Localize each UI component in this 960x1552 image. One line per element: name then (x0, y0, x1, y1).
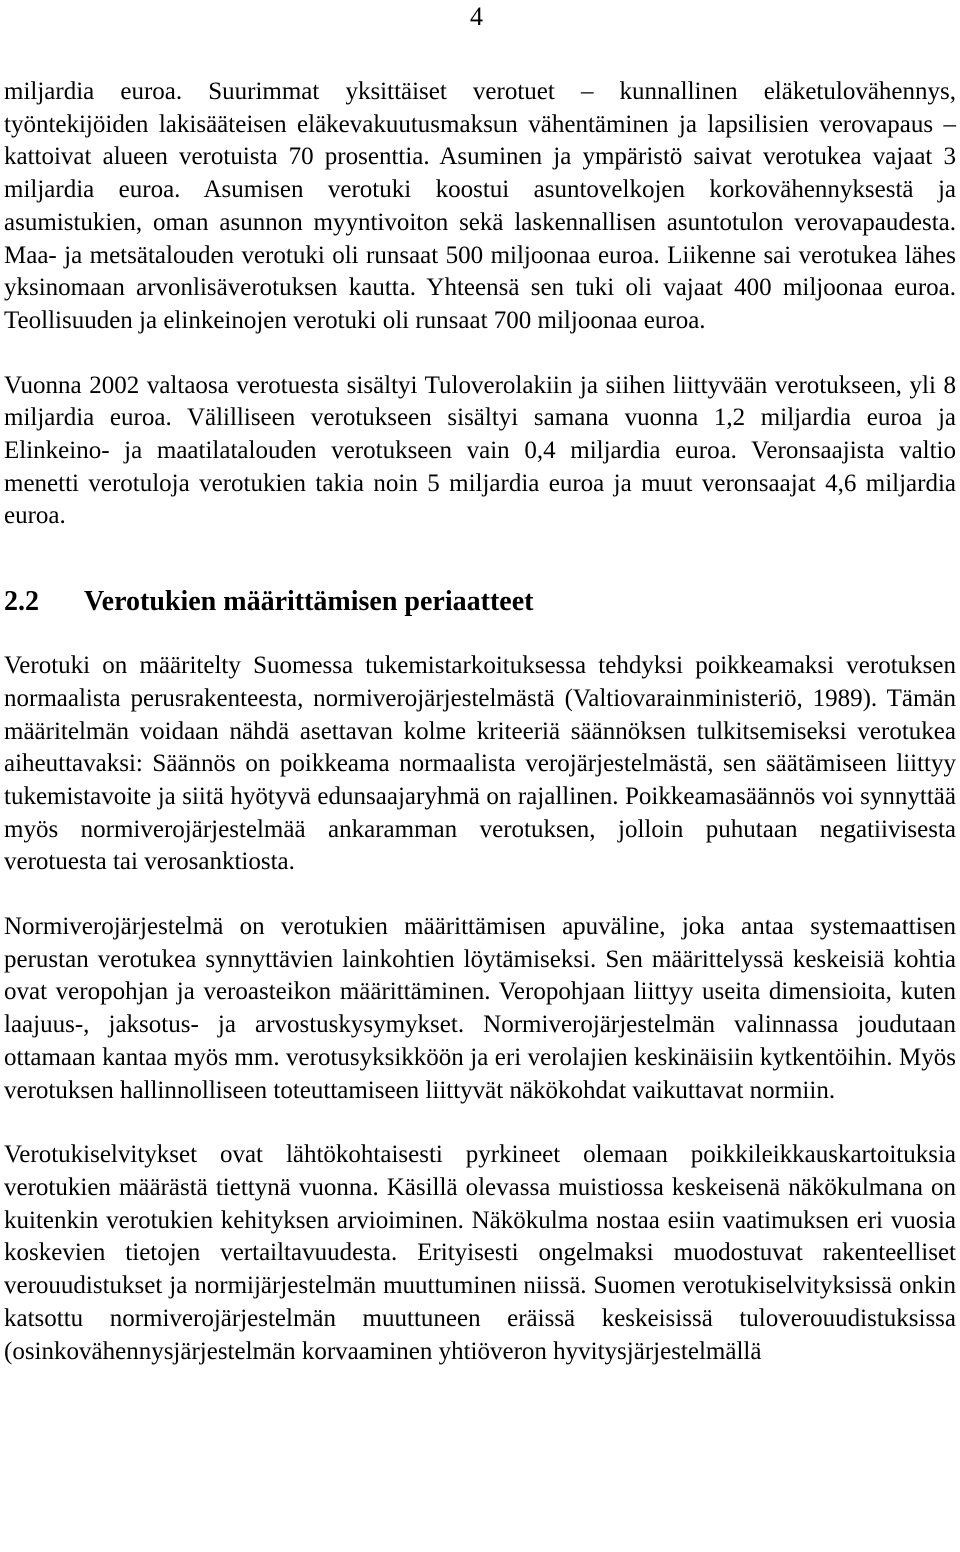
page-number: 4 (470, 2, 483, 31)
section-number: 2.2 (4, 586, 39, 618)
document-body (4, 76, 956, 1368)
paragraph-surveys: Verotukiselvitykset ovat lähtökohtaisesti pyrkineet olemaan poikkileikkauskartoituksia verotukien määrästä tiettynä vuonna. Käsillä olevassa muistiossa keskeisenä näkökulmana on kuitenkin verotukien kehityksen arvioiminen. Näkökulma nostaa esiin vaatimuksen eri vuosia koskevien tietojen vertailtavuudesta. Erityisesti ongelmaksi muodostuvat rakenteelliset verouudistukset ja normijärjestelmän muuttuminen niissä. Suomen verotukiselvityksissä onkin katsottu normiverojärjestelmän muuttuneen eräissä keskeisissä tuloverouudistuksissa (osinkovähennysjärjestelmän korvaaminen yhtiöveron hyvitysjärjestelmällä (4, 1141, 956, 1365)
paragraph-definition: Verotuki on määritelty Suomessa tukemistarkoituksessa tehdyksi poikkeamaksi verotuksen normaalista perusrakenteesta, normiverojärjestelmästä (Valtiovarainministeriö, 1989). Tämän määritelmän voidaan nähdä asettavan kolme kriteeriä säännöksen tulkitsemiseksi verotukea aiheuttavaksi: Säännös on poikkeama normaalista verojärjestelmästä, sen säätämiseen liittyy tukemistavoite ja siitä hyötyvä edunsaajaryhmä on rajallinen. Poikkeamasäännös voi synnyttää myös normiverojärjestelmää ankaramman verotuksen, jolloin puhutaan negatiivisesta verotuesta tai verosanktiosta. (4, 652, 956, 876)
section-title: Verotukien määrittämisen periaatteet (84, 586, 534, 618)
section-heading (4, 585, 956, 619)
paragraph-tax-support-2002: Vuonna 2002 valtaosa verotuesta sisältyi Tuloverolakiin ja siihen liittyvään verotukseen, yli 8 miljardia euroa. Välilliseen verotukseen sisältyi samana vuonna 1,2 miljardia euroa ja Elinkeino- ja maatilatalouden verotukseen vain 0,4 miljardia euroa. Veronsaajista valtio menetti verotuloja verotukien takia noin 5 miljardia euroa ja muut veronsaajat 4,6 miljardia euroa. (4, 371, 956, 530)
paragraph-norm-system: Normiverojärjestelmä on verotukien määrittämisen apuväline, joka antaa systemaattisen perustan verotukea synnyttävien lainkohtien löytämiseksi. Sen määrittelyssä keskeisiä kohtia ovat veropohjan ja veroasteikon määrittäminen. Veropohjaan liittyy useita dimensioita, kuten laajuus-, jaksotus- ja arvostuskysymykset. Normiverojärjestelmän valinnassa joudutaan ottamaan kantaa myös mm. verotusyksikköön ja eri verolajien keskinäisiin kytkentöihin. Myös verotuksen hallinnolliseen toteuttamiseen liittyvät näkökohdat vaikuttavat normiin. (4, 913, 956, 1104)
paragraph-tax-support-areas: miljardia euroa. Suurimmat yksittäiset verotuet – kunnallinen eläketulovähennys, työntekijöiden lakisääteisen eläkevakuutusmaksun vähentäminen ja lapsilisien verovapaus – kattoivat alueen verotuista 70 prosenttia. Asuminen ja ympäristö saivat verotukea vajaat 3 miljardia euroa. Asumisen verotuki koostui asuntovelkojen korkovähennyksestä ja asumistukien, oman asunnon myyntivoiton sekä laskennallisen asuntotulon verovapaudesta. Maa- ja metsätalouden verotuki oli runsaat 500 miljoonaa euroa. Liikenne sai verotukea lähes yksinomaan arvonlisäverotuksen kautta. Yhteensä sen tuki oli vajaat 400 miljoonaa euroa. Teollisuuden ja elinkeinojen verotuki oli runsaat 700 miljoonaa euroa. (4, 78, 956, 334)
